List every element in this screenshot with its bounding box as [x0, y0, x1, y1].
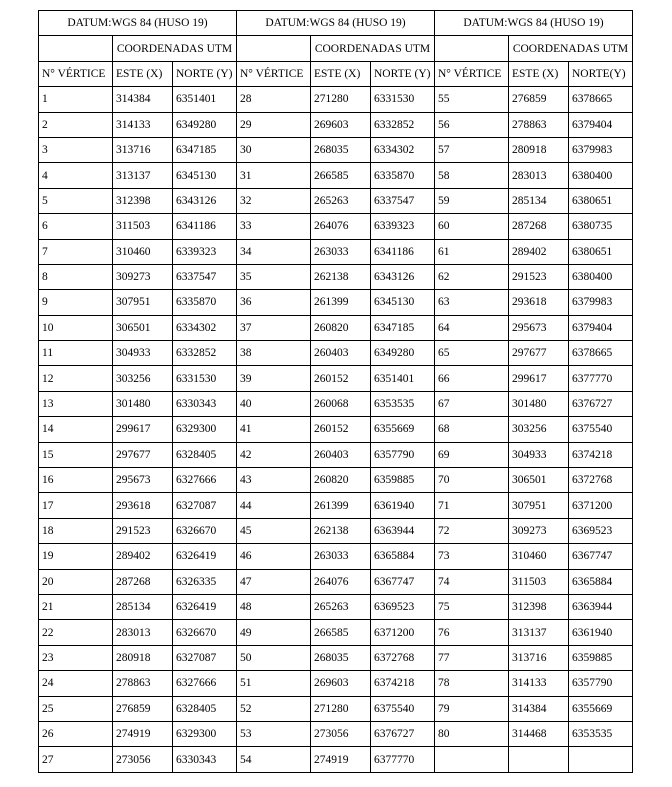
vertex-number-cell: 22 — [39, 620, 113, 645]
este-x-cell: 285134 — [509, 188, 569, 213]
vertex-number-cell: 56 — [435, 112, 509, 137]
vertex-number-cell: 32 — [237, 188, 311, 213]
vertex-number-cell: 39 — [237, 366, 311, 391]
vertex-number-cell: 27 — [39, 747, 113, 772]
table-header — [39, 11, 633, 87]
vertex-number-cell: 76 — [435, 620, 509, 645]
datum-header: DATUM:WGS 84 (HUSO 19) — [435, 11, 633, 36]
coordenadas-row — [39, 36, 633, 61]
table-row — [39, 239, 633, 264]
este-x-cell: 274919 — [311, 747, 371, 772]
table-row — [39, 645, 633, 670]
vertex-number-cell: 19 — [39, 544, 113, 569]
vertex-number-cell: 75 — [435, 594, 509, 619]
este-x-cell: 280918 — [509, 137, 569, 162]
vertex-number-cell: 67 — [435, 391, 509, 416]
table-row — [39, 87, 633, 112]
este-x-cell: 261399 — [311, 493, 371, 518]
coordenadas-utm-header: COORDENADAS UTM — [311, 36, 435, 61]
norte-y-cell: 6334302 — [371, 137, 435, 162]
vertex-number-cell: 5 — [39, 188, 113, 213]
norte-y-column-header: NORTE (Y) — [371, 61, 435, 86]
norte-y-cell: 6339323 — [371, 214, 435, 239]
norte-y-cell: 6332852 — [371, 112, 435, 137]
este-x-cell: 260152 — [311, 417, 371, 442]
vertex-number-cell: 3 — [39, 137, 113, 162]
table-row — [39, 620, 633, 645]
norte-y-cell: 6363944 — [371, 518, 435, 543]
vertex-number-cell: 42 — [237, 442, 311, 467]
este-x-column-header: ESTE (X) — [113, 61, 173, 86]
vertex-number-cell: 14 — [39, 417, 113, 442]
norte-y-cell: 6374218 — [371, 671, 435, 696]
vertex-number-cell: 58 — [435, 163, 509, 188]
norte-y-cell: 6327666 — [173, 468, 237, 493]
norte-y-column-header: NORTE(Y) — [569, 61, 633, 86]
norte-y-cell: 6341186 — [173, 214, 237, 239]
vertex-number-cell: 51 — [237, 671, 311, 696]
este-x-cell: 304933 — [113, 341, 173, 366]
vertex-number-cell: 49 — [237, 620, 311, 645]
este-x-cell: 293618 — [113, 493, 173, 518]
vertex-number-cell: 2 — [39, 112, 113, 137]
este-x-cell: 311503 — [113, 214, 173, 239]
este-x-cell: 307951 — [509, 493, 569, 518]
norte-y-cell: 6326419 — [173, 594, 237, 619]
este-x-cell: 314384 — [509, 696, 569, 721]
vertex-number-cell: 52 — [237, 696, 311, 721]
coordenadas-utm-header: COORDENADAS UTM — [509, 36, 633, 61]
este-x-cell: 262138 — [311, 518, 371, 543]
table-row — [39, 747, 633, 772]
norte-y-cell: 6359885 — [569, 645, 633, 670]
este-x-cell: 285134 — [113, 594, 173, 619]
column-header-row — [39, 61, 633, 86]
norte-y-cell: 6376727 — [569, 391, 633, 416]
norte-y-cell: 6355669 — [371, 417, 435, 442]
table-row — [39, 264, 633, 289]
norte-y-cell: 6369523 — [371, 594, 435, 619]
table-row — [39, 594, 633, 619]
table-row — [39, 366, 633, 391]
norte-y-cell: 6375540 — [371, 696, 435, 721]
este-x-cell: 295673 — [113, 468, 173, 493]
table-row — [39, 315, 633, 340]
norte-y-cell: 6371200 — [569, 493, 633, 518]
blank-header-cell — [237, 36, 311, 61]
vertex-number-cell: 72 — [435, 518, 509, 543]
este-x-cell: 287268 — [113, 569, 173, 594]
table-row — [39, 518, 633, 543]
norte-y-cell: 6349280 — [173, 112, 237, 137]
norte-y-cell: 6339323 — [173, 239, 237, 264]
norte-y-cell: 6380400 — [569, 264, 633, 289]
este-x-cell: 273056 — [311, 721, 371, 746]
vertex-number-cell: 55 — [435, 87, 509, 112]
vertex-number-cell: 37 — [237, 315, 311, 340]
norte-y-cell: 6334302 — [173, 315, 237, 340]
norte-y-cell: 6349280 — [371, 341, 435, 366]
este-x-cell: 293618 — [509, 290, 569, 315]
norte-y-cell: 6367747 — [371, 569, 435, 594]
vertex-number-cell: 10 — [39, 315, 113, 340]
este-x-cell: 264076 — [311, 569, 371, 594]
vertex-number-cell: 26 — [39, 721, 113, 746]
vertex-number-cell: 6 — [39, 214, 113, 239]
este-x-cell: 264076 — [311, 214, 371, 239]
norte-y-cell: 6345130 — [371, 290, 435, 315]
este-x-cell: 289402 — [113, 544, 173, 569]
este-x-cell: 312398 — [509, 594, 569, 619]
este-x-cell: 306501 — [509, 468, 569, 493]
vertex-number-cell: 53 — [237, 721, 311, 746]
norte-y-cell: 6376727 — [371, 721, 435, 746]
datum-header: DATUM:WGS 84 (HUSO 19) — [237, 11, 435, 36]
vertex-number-cell: 45 — [237, 518, 311, 543]
este-x-cell: 310460 — [113, 239, 173, 264]
norte-y-cell: 6337547 — [371, 188, 435, 213]
vertex-number-cell: 34 — [237, 239, 311, 264]
vertex-number-cell: 41 — [237, 417, 311, 442]
este-x-cell: 271280 — [311, 87, 371, 112]
este-x-column-header: ESTE (X) — [509, 61, 569, 86]
vertex-number-cell: 46 — [237, 544, 311, 569]
norte-y-cell: 6379983 — [569, 137, 633, 162]
vertex-number-cell: 9 — [39, 290, 113, 315]
este-x-cell: 310460 — [509, 544, 569, 569]
table-row — [39, 112, 633, 137]
este-x-cell: 280918 — [113, 645, 173, 670]
vertex-number-cell: 60 — [435, 214, 509, 239]
table-row — [39, 493, 633, 518]
norte-y-cell: 6379404 — [569, 112, 633, 137]
table-row — [39, 417, 633, 442]
norte-y-column-header: NORTE (Y) — [173, 61, 237, 86]
vertex-number-cell: 68 — [435, 417, 509, 442]
vertex-number-cell: 21 — [39, 594, 113, 619]
este-x-cell: 313716 — [113, 137, 173, 162]
vertex-number-cell: 47 — [237, 569, 311, 594]
vertex-number-cell: 7 — [39, 239, 113, 264]
vertex-number-cell: 31 — [237, 163, 311, 188]
norte-y-cell: 6329300 — [173, 417, 237, 442]
norte-y-cell: 6328405 — [173, 696, 237, 721]
norte-y-cell: 6361940 — [569, 620, 633, 645]
este-x-cell: 265263 — [311, 188, 371, 213]
este-x-column-header: ESTE (X) — [311, 61, 371, 86]
vertex-number-cell: 43 — [237, 468, 311, 493]
norte-y-cell: 6343126 — [371, 264, 435, 289]
table-row — [39, 671, 633, 696]
este-x-cell: 297677 — [509, 341, 569, 366]
este-x-cell: 269603 — [311, 671, 371, 696]
este-x-cell — [509, 747, 569, 772]
vertex-number-cell: 74 — [435, 569, 509, 594]
vertex-number-cell: 36 — [237, 290, 311, 315]
norte-y-cell: 6377770 — [371, 747, 435, 772]
table-row — [39, 163, 633, 188]
vertex-number-cell: 25 — [39, 696, 113, 721]
norte-y-cell: 6327666 — [173, 671, 237, 696]
norte-y-cell: 6377770 — [569, 366, 633, 391]
este-x-cell: 260403 — [311, 442, 371, 467]
este-x-cell: 271280 — [311, 696, 371, 721]
vertex-number-cell: 4 — [39, 163, 113, 188]
este-x-cell: 287268 — [509, 214, 569, 239]
vertex-number-cell: 20 — [39, 569, 113, 594]
norte-y-cell: 6347185 — [173, 137, 237, 162]
este-x-cell: 309273 — [113, 264, 173, 289]
norte-y-cell: 6367747 — [569, 544, 633, 569]
este-x-cell: 291523 — [113, 518, 173, 543]
vertex-number-cell: 77 — [435, 645, 509, 670]
este-x-cell: 268035 — [311, 137, 371, 162]
este-x-cell: 263033 — [311, 239, 371, 264]
table-row — [39, 721, 633, 746]
norte-y-cell: 6359885 — [371, 468, 435, 493]
norte-y-cell: 6365884 — [569, 569, 633, 594]
norte-y-cell: 6379983 — [569, 290, 633, 315]
norte-y-cell: 6380651 — [569, 239, 633, 264]
este-x-cell: 278863 — [113, 671, 173, 696]
norte-y-cell: 6372768 — [569, 468, 633, 493]
norte-y-cell: 6351401 — [371, 366, 435, 391]
datum-row — [39, 11, 633, 36]
norte-y-cell: 6380735 — [569, 214, 633, 239]
norte-y-cell: 6327087 — [173, 493, 237, 518]
norte-y-cell: 6353535 — [569, 721, 633, 746]
norte-y-cell: 6326419 — [173, 544, 237, 569]
este-x-cell: 314133 — [509, 671, 569, 696]
norte-y-cell: 6335870 — [371, 163, 435, 188]
vertex-number-cell: 12 — [39, 366, 113, 391]
vertex-number-cell: 69 — [435, 442, 509, 467]
este-x-cell: 269603 — [311, 112, 371, 137]
este-x-cell: 313137 — [113, 163, 173, 188]
norte-y-cell: 6347185 — [371, 315, 435, 340]
norte-y-cell: 6380651 — [569, 188, 633, 213]
norte-y-cell: 6375540 — [569, 417, 633, 442]
este-x-cell: 306501 — [113, 315, 173, 340]
este-x-cell: 262138 — [311, 264, 371, 289]
table-body — [39, 87, 633, 773]
vertex-number-cell: 13 — [39, 391, 113, 416]
vertex-number-cell: 16 — [39, 468, 113, 493]
vertex-column-header: N° VÉRTICE — [435, 61, 509, 86]
norte-y-cell: 6372768 — [371, 645, 435, 670]
vertex-number-cell: 79 — [435, 696, 509, 721]
vertex-number-cell: 8 — [39, 264, 113, 289]
este-x-cell: 291523 — [509, 264, 569, 289]
norte-y-cell: 6378665 — [569, 87, 633, 112]
norte-y-cell: 6355669 — [569, 696, 633, 721]
table-row — [39, 391, 633, 416]
norte-y-cell: 6326335 — [173, 569, 237, 594]
norte-y-cell: 6331530 — [173, 366, 237, 391]
table-row — [39, 188, 633, 213]
vertex-number-cell: 44 — [237, 493, 311, 518]
norte-y-cell: 6380400 — [569, 163, 633, 188]
este-x-cell: 265263 — [311, 594, 371, 619]
vertex-number-cell: 35 — [237, 264, 311, 289]
este-x-cell: 266585 — [311, 620, 371, 645]
este-x-cell: 313716 — [509, 645, 569, 670]
vertex-number-cell: 64 — [435, 315, 509, 340]
table-row — [39, 544, 633, 569]
vertex-number-cell: 18 — [39, 518, 113, 543]
vertex-number-cell: 50 — [237, 645, 311, 670]
este-x-cell: 311503 — [509, 569, 569, 594]
este-x-cell: 260403 — [311, 341, 371, 366]
table-row — [39, 696, 633, 721]
norte-y-cell: 6341186 — [371, 239, 435, 264]
este-x-cell: 301480 — [113, 391, 173, 416]
vertex-number-cell: 1 — [39, 87, 113, 112]
norte-y-cell: 6361940 — [371, 493, 435, 518]
este-x-cell: 276859 — [113, 696, 173, 721]
este-x-cell: 283013 — [509, 163, 569, 188]
norte-y-cell: 6335870 — [173, 290, 237, 315]
este-x-cell: 283013 — [113, 620, 173, 645]
norte-y-cell: 6369523 — [569, 518, 633, 543]
vertex-number-cell: 29 — [237, 112, 311, 137]
blank-header-cell — [39, 36, 113, 61]
vertex-number-cell: 17 — [39, 493, 113, 518]
vertex-number-cell: 63 — [435, 290, 509, 315]
blank-header-cell — [435, 36, 509, 61]
vertex-number-cell: 66 — [435, 366, 509, 391]
vertex-column-header: N° VÉRTICE — [237, 61, 311, 86]
norte-y-cell: 6351401 — [173, 87, 237, 112]
norte-y-cell: 6345130 — [173, 163, 237, 188]
norte-y-cell: 6327087 — [173, 645, 237, 670]
norte-y-cell: 6353535 — [371, 391, 435, 416]
vertex-number-cell: 33 — [237, 214, 311, 239]
norte-y-cell: 6326670 — [173, 518, 237, 543]
este-x-cell: 276859 — [509, 87, 569, 112]
este-x-cell: 307951 — [113, 290, 173, 315]
este-x-cell: 303256 — [509, 417, 569, 442]
este-x-cell: 313137 — [509, 620, 569, 645]
este-x-cell: 309273 — [509, 518, 569, 543]
este-x-cell: 261399 — [311, 290, 371, 315]
datum-header: DATUM:WGS 84 (HUSO 19) — [39, 11, 237, 36]
vertex-number-cell: 62 — [435, 264, 509, 289]
norte-y-cell: 6331530 — [371, 87, 435, 112]
vertex-number-cell: 78 — [435, 671, 509, 696]
vertex-number-cell: 15 — [39, 442, 113, 467]
vertex-number-cell: 40 — [237, 391, 311, 416]
norte-y-cell: 6378665 — [569, 341, 633, 366]
vertex-number-cell: 70 — [435, 468, 509, 493]
este-x-cell: 314468 — [509, 721, 569, 746]
norte-y-cell: 6357790 — [569, 671, 633, 696]
vertex-number-cell: 61 — [435, 239, 509, 264]
vertex-number-cell: 59 — [435, 188, 509, 213]
norte-y-cell: 6332852 — [173, 341, 237, 366]
vertex-number-cell: 24 — [39, 671, 113, 696]
este-x-cell: 274919 — [113, 721, 173, 746]
table-row — [39, 290, 633, 315]
este-x-cell: 260152 — [311, 366, 371, 391]
table-row — [39, 569, 633, 594]
vertex-number-cell: 11 — [39, 341, 113, 366]
este-x-cell: 304933 — [509, 442, 569, 467]
vertex-number-cell: 73 — [435, 544, 509, 569]
norte-y-cell: 6326670 — [173, 620, 237, 645]
norte-y-cell: 6374218 — [569, 442, 633, 467]
vertex-number-cell: 48 — [237, 594, 311, 619]
vertex-number-cell: 57 — [435, 137, 509, 162]
este-x-cell: 263033 — [311, 544, 371, 569]
este-x-cell: 260820 — [311, 315, 371, 340]
este-x-cell: 312398 — [113, 188, 173, 213]
vertex-number-cell: 71 — [435, 493, 509, 518]
este-x-cell: 278863 — [509, 112, 569, 137]
norte-y-cell: 6328405 — [173, 442, 237, 467]
table-row — [39, 214, 633, 239]
coordenadas-utm-header: COORDENADAS UTM — [113, 36, 237, 61]
vertex-number-cell: 23 — [39, 645, 113, 670]
norte-y-cell: 6363944 — [569, 594, 633, 619]
table-row — [39, 341, 633, 366]
vertex-number-cell — [435, 747, 509, 772]
vertex-number-cell: 28 — [237, 87, 311, 112]
norte-y-cell: 6330343 — [173, 391, 237, 416]
este-x-cell: 266585 — [311, 163, 371, 188]
este-x-cell: 303256 — [113, 366, 173, 391]
norte-y-cell: 6337547 — [173, 264, 237, 289]
utm-coordinates-table — [38, 10, 633, 773]
vertex-number-cell: 54 — [237, 747, 311, 772]
este-x-cell: 299617 — [113, 417, 173, 442]
este-x-cell: 260820 — [311, 468, 371, 493]
vertex-number-cell: 65 — [435, 341, 509, 366]
este-x-cell: 295673 — [509, 315, 569, 340]
norte-y-cell: 6329300 — [173, 721, 237, 746]
este-x-cell: 268035 — [311, 645, 371, 670]
vertex-column-header: N° VÉRTICE — [39, 61, 113, 86]
vertex-number-cell: 30 — [237, 137, 311, 162]
table-row — [39, 137, 633, 162]
norte-y-cell: 6357790 — [371, 442, 435, 467]
norte-y-cell: 6371200 — [371, 620, 435, 645]
norte-y-cell: 6330343 — [173, 747, 237, 772]
table-row — [39, 442, 633, 467]
este-x-cell: 289402 — [509, 239, 569, 264]
vertex-number-cell: 38 — [237, 341, 311, 366]
table-row — [39, 468, 633, 493]
este-x-cell: 314384 — [113, 87, 173, 112]
norte-y-cell: 6343126 — [173, 188, 237, 213]
norte-y-cell — [569, 747, 633, 772]
este-x-cell: 299617 — [509, 366, 569, 391]
este-x-cell: 301480 — [509, 391, 569, 416]
este-x-cell: 273056 — [113, 747, 173, 772]
este-x-cell: 314133 — [113, 112, 173, 137]
vertex-number-cell: 80 — [435, 721, 509, 746]
este-x-cell: 297677 — [113, 442, 173, 467]
norte-y-cell: 6379404 — [569, 315, 633, 340]
este-x-cell: 260068 — [311, 391, 371, 416]
norte-y-cell: 6365884 — [371, 544, 435, 569]
